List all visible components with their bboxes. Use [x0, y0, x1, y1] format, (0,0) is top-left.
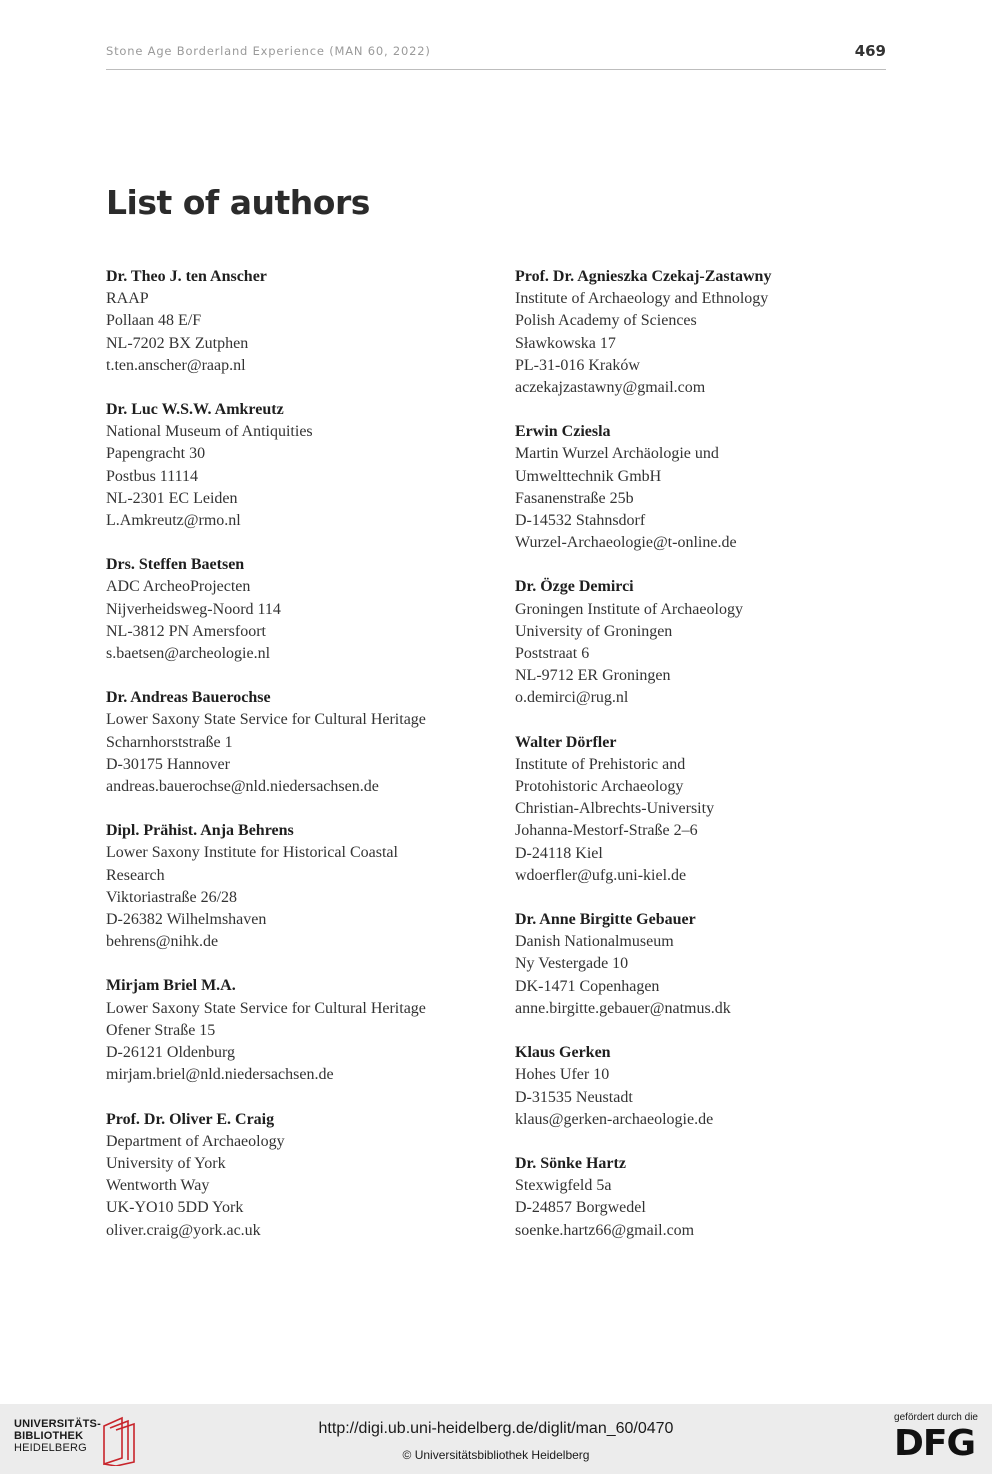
author-name: Dr. Özge Demirci [515, 578, 634, 596]
library-name-line-1: UNIVERSITÄTS- [14, 1418, 101, 1430]
library-name-line-2: BIBLIOTHEK [14, 1430, 84, 1442]
author-address-line: Umwelttechnik GmbH [515, 467, 662, 485]
author-address-line: National Museum of Antiquities [106, 423, 313, 441]
author-address-line: University of Groningen [515, 622, 673, 640]
page-number: 469 [854, 42, 886, 60]
author-name: Prof. Dr. Agnieszka Czekaj-Zastawny [515, 268, 772, 285]
author-address-line: Martin Wurzel Archäologie und [515, 445, 719, 463]
author-column-right [515, 266, 915, 1264]
author-email[interactable]: andreas.bauerochse@nld.niedersachsen.de [106, 778, 379, 796]
author-address-line: Polish Academy of Sciences [515, 312, 697, 330]
author-address-line: Hohes Ufer 10 [515, 1066, 610, 1084]
author-address-line: Institute of Archaeology and Ethnology [515, 290, 769, 308]
author-address-line: Wentworth Way [106, 1177, 210, 1195]
author-name: Mirjam Briel M.A. [106, 977, 236, 995]
author-entry [106, 687, 506, 798]
author-address-line: Poststraat 6 [515, 645, 590, 663]
author-address-line: D-24118 Kiel [515, 844, 603, 862]
author-address-line: ADC ArcheoProjecten [106, 578, 251, 596]
author-name: Dr. Andreas Bauerochse [106, 689, 271, 707]
author-address-line: Danish Nationalmuseum [515, 933, 674, 951]
digitization-footer [0, 1404, 992, 1474]
author-address-line: D-14532 Stahnsdorf [515, 512, 646, 530]
author-name: Dr. Sönke Hartz [515, 1154, 626, 1172]
running-header [106, 42, 886, 70]
author-address-line: Papengracht 30 [106, 445, 206, 463]
author-entry [106, 1109, 506, 1242]
page-title: List of authors [106, 183, 370, 222]
author-address-line: Viktoriastraße 26/28 [106, 888, 238, 906]
author-entry [515, 732, 915, 887]
author-entry [106, 820, 506, 953]
author-address-line: Postbus 11114 [106, 467, 199, 485]
author-address-line: PL-31-016 Kraków [515, 356, 640, 374]
author-name: Dipl. Prähist. Anja Behrens [106, 822, 294, 840]
author-address-line: University of York [106, 1154, 226, 1172]
author-entry [106, 266, 506, 377]
author-address-line: Fasanenstraße 25b [515, 489, 634, 507]
author-name: Walter Dörfler [515, 733, 617, 751]
author-name: Dr. Theo J. ten Anscher [106, 268, 267, 285]
author-entry [106, 975, 506, 1086]
author-address-line: Institute of Prehistoric and [515, 755, 686, 773]
author-email[interactable]: oliver.craig@york.ac.uk [106, 1221, 261, 1239]
author-entry [106, 399, 506, 532]
author-name: Klaus Gerken [515, 1044, 611, 1062]
author-entry [515, 1153, 915, 1242]
author-name: Erwin Cziesla [515, 423, 611, 441]
author-address-line: RAAP [106, 290, 149, 308]
author-name: Prof. Dr. Oliver E. Craig [106, 1110, 275, 1128]
author-address-line: Department of Archaeology [106, 1132, 285, 1150]
author-email[interactable]: aczekajzastawny@gmail.com [515, 379, 706, 397]
author-email[interactable]: wdoerfler@ufg.uni-kiel.de [515, 866, 687, 884]
author-address-line: Ofener Straße 15 [106, 1021, 216, 1039]
author-entry [515, 909, 915, 1020]
author-name: Dr. Luc W.S.W. Amkreutz [106, 401, 284, 419]
author-address-line: UK-YO10 5DD York [106, 1199, 244, 1217]
author-address-line: D-31535 Neustadt [515, 1088, 633, 1106]
funding-note: gefördert durch die [894, 1412, 978, 1423]
author-email[interactable]: anne.birgitte.gebauer@natmus.dk [515, 999, 731, 1017]
author-email[interactable]: o.demirci@rug.nl [515, 689, 629, 707]
author-address-line: Pollaan 48 E/F [106, 312, 202, 330]
author-address-line: NL-2301 EC Leiden [106, 489, 238, 507]
author-address-line: NL-3812 PN Amersfoort [106, 622, 266, 640]
author-address-line: D-30175 Hannover [106, 755, 230, 773]
author-address-line: Ny Vestergade 10 [515, 955, 629, 973]
author-email[interactable]: klaus@gerken-archaeologie.de [515, 1110, 714, 1128]
author-address-line: NL-7202 BX Zutphen [106, 334, 249, 352]
author-address-line: Research [106, 866, 165, 884]
source-url-link[interactable]: http://digi.ub.uni-heidelberg.de/diglit/man_60/0470 [318, 1420, 674, 1437]
author-address-line: Groningen Institute of Archaeology [515, 600, 743, 618]
author-address-line: Lower Saxony Institute for Historical Coastal [106, 844, 398, 862]
author-email[interactable]: behrens@nihk.de [106, 933, 219, 951]
author-address-line: Johanna-Mestorf-Straße 2–6 [515, 822, 698, 840]
author-name: Drs. Steffen Baetsen [106, 556, 245, 574]
author-address-line: Christian-Albrechts-University [515, 800, 715, 818]
author-address-line: D-26121 Oldenburg [106, 1044, 236, 1062]
author-address-line: Nijverheidsweg-Noord 114 [106, 600, 281, 618]
author-address-line: D-26382 Wilhelmshaven [106, 911, 267, 929]
author-entry [515, 576, 915, 709]
author-address-line: Stexwigfeld 5a [515, 1177, 612, 1195]
author-address-line: Lower Saxony State Service for Cultural Heritage [106, 711, 426, 729]
author-email[interactable]: t.ten.anscher@raap.nl [106, 356, 246, 374]
copyright-notice: © Universitätsbibliothek Heidelberg [402, 1448, 590, 1462]
author-entry [515, 1042, 915, 1131]
running-title: Stone Age Borderland Experience (MAN 60, 2022) [106, 44, 431, 58]
author-name: Dr. Anne Birgitte Gebauer [515, 911, 696, 929]
author-email[interactable]: soenke.hartz66@gmail.com [515, 1221, 695, 1239]
author-entry [515, 266, 915, 399]
library-name-line-3: HEIDELBERG [14, 1442, 87, 1454]
author-address-line: Sławkowska 17 [515, 334, 616, 352]
author-email[interactable]: L.Amkreutz@rmo.nl [106, 512, 241, 530]
author-address-line: D-24857 Borgwedel [515, 1199, 646, 1217]
author-email[interactable]: s.baetsen@archeologie.nl [106, 645, 271, 663]
author-entry [515, 421, 915, 554]
author-address-line: Scharnhorststraße 1 [106, 733, 233, 751]
author-address-line: DK-1471 Copenhagen [515, 977, 660, 995]
author-column-left [106, 266, 506, 1264]
author-address-line: Protohistoric Archaeology [515, 778, 684, 796]
author-entry [106, 554, 506, 665]
dfg-logo: DFG [894, 1423, 976, 1464]
author-address-line: Lower Saxony State Service for Cultural Heritage [106, 999, 426, 1017]
author-email[interactable]: mirjam.briel@nld.niedersachsen.de [106, 1066, 334, 1084]
author-address-line: NL-9712 ER Groningen [515, 667, 671, 685]
funder-block[interactable] [894, 1412, 978, 1463]
author-email[interactable]: Wurzel-Archaeologie@t-online.de [515, 534, 737, 552]
